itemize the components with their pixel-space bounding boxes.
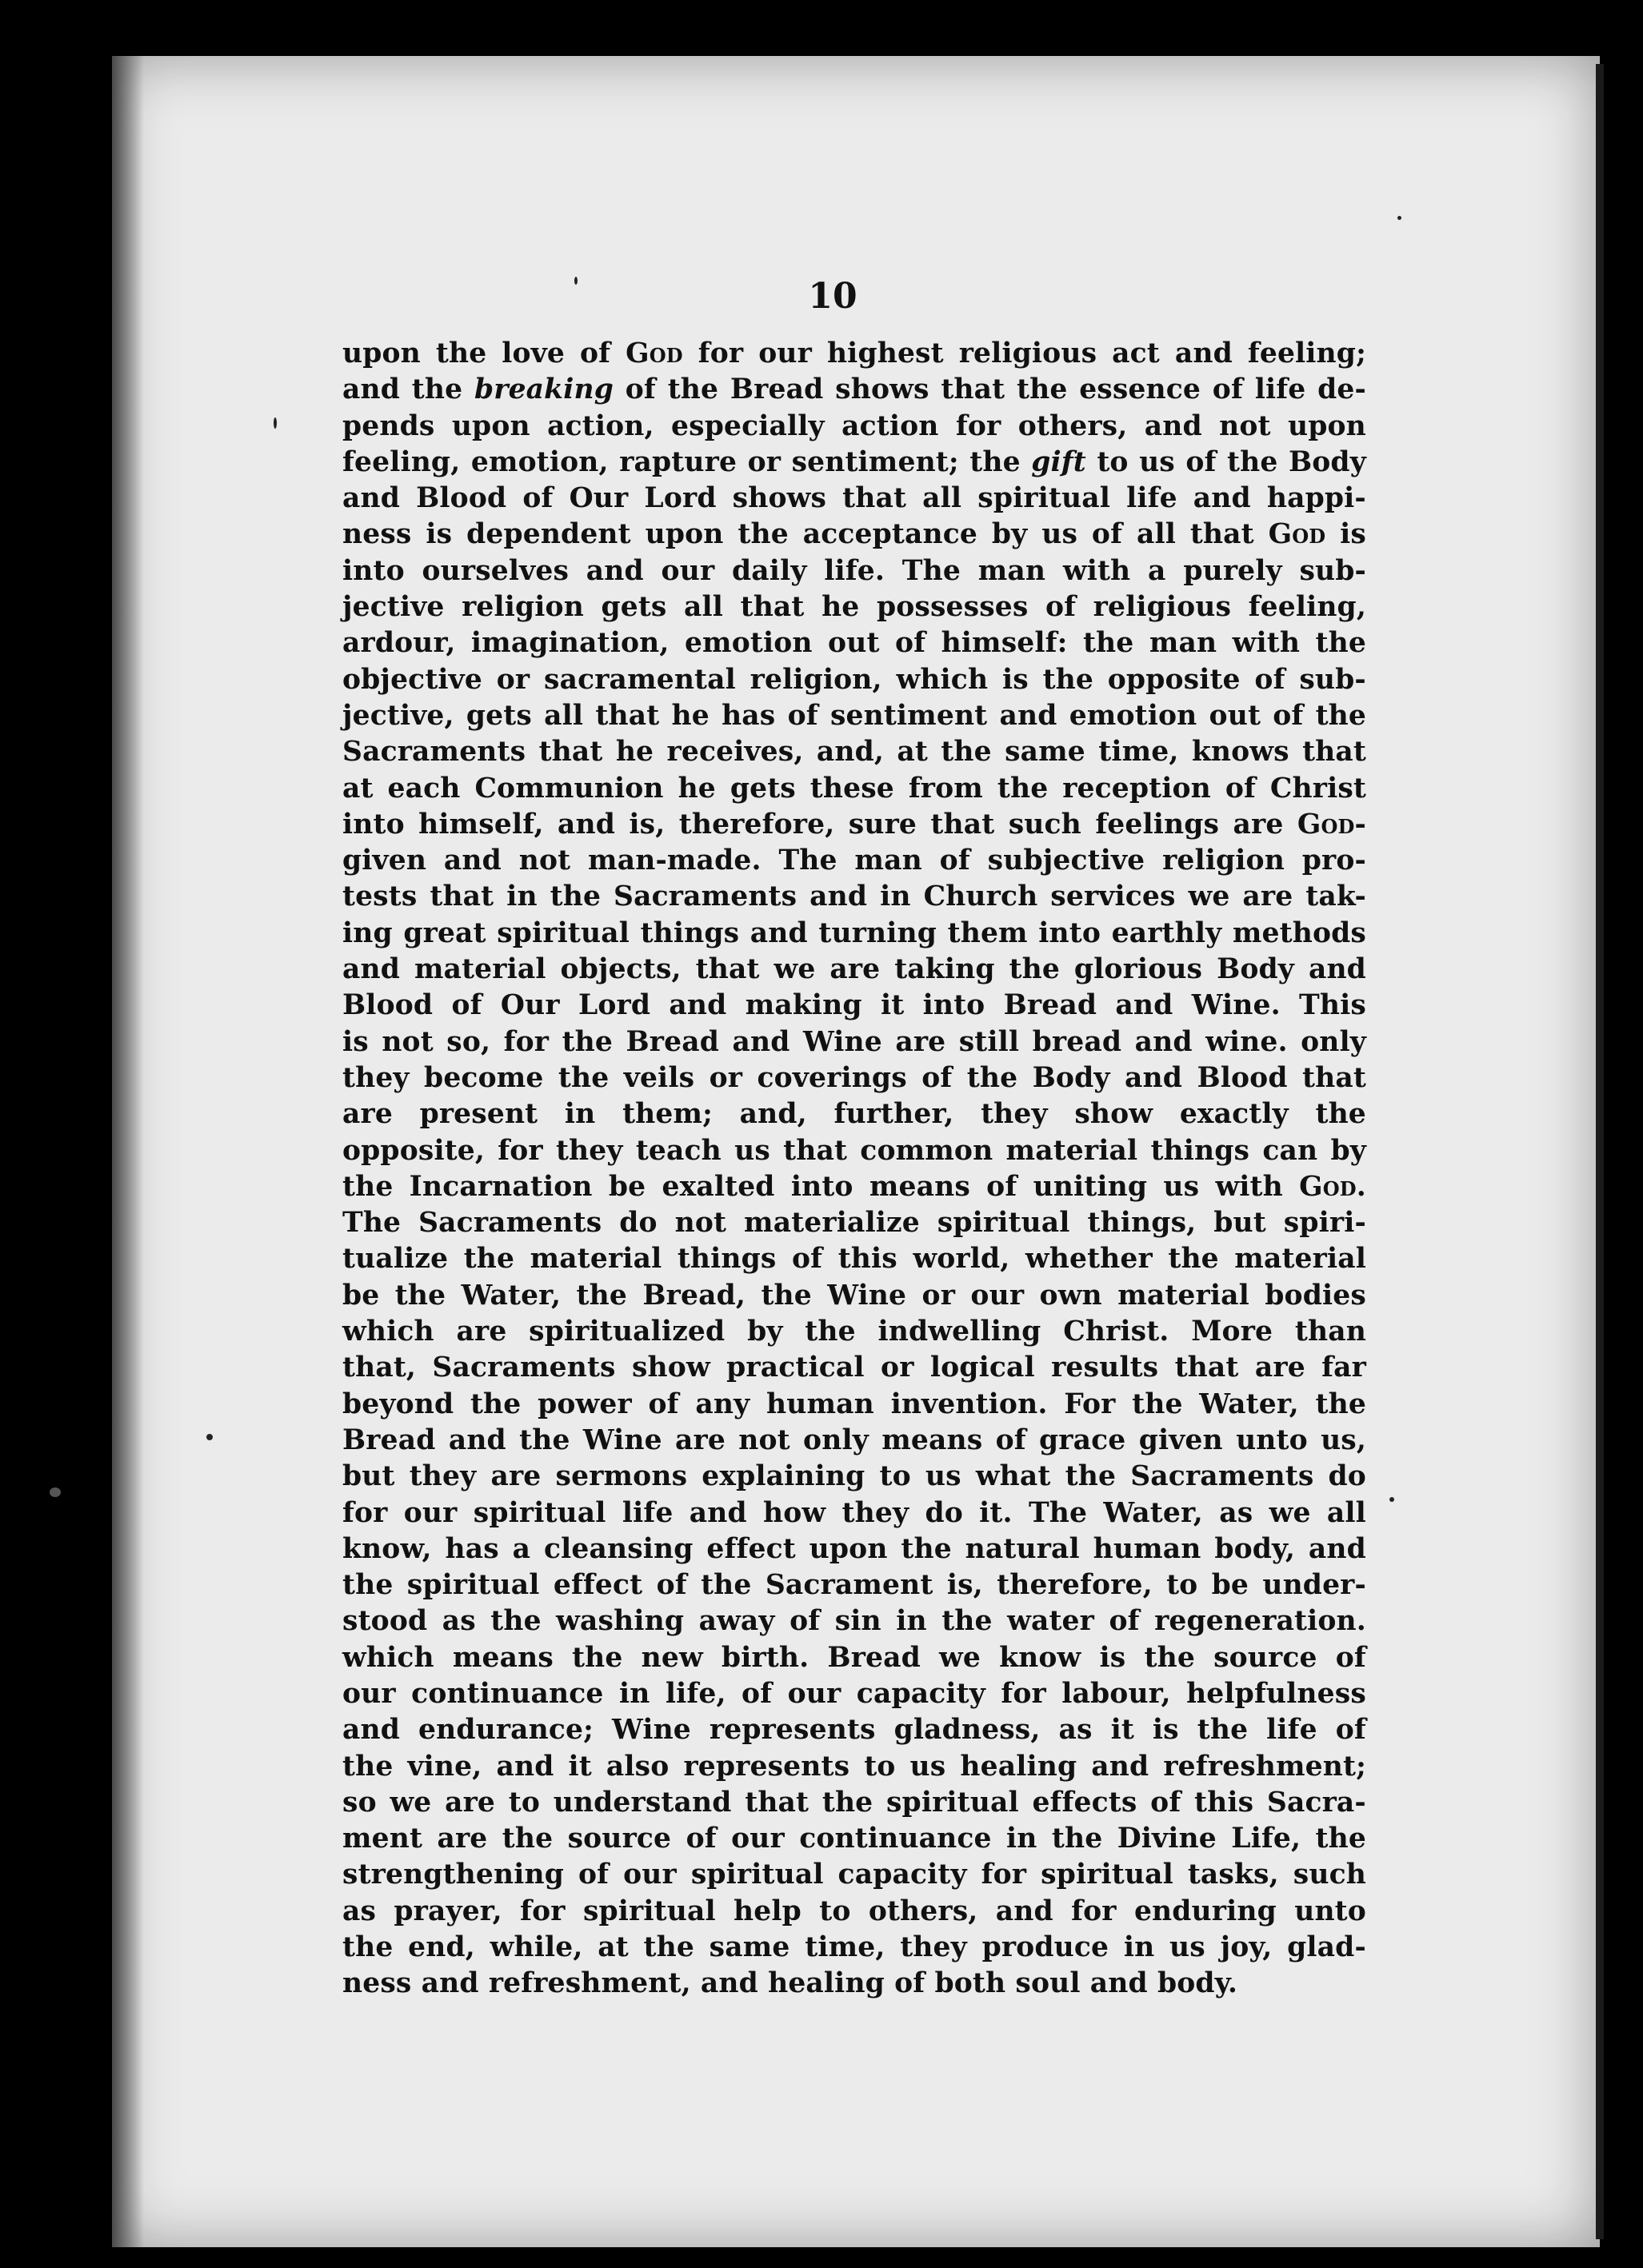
text-line: which means the new birth. Bread we know is the source of bbox=[342, 1641, 1366, 1674]
text-line: ness and refreshment, and healing of both soul and body. bbox=[342, 1967, 1238, 2000]
text-line: ness is dependent upon the acceptance by us of all that God is bbox=[342, 518, 1366, 551]
text-line: know, has a cleansing effect upon the natural human body, and bbox=[342, 1532, 1366, 1565]
text-line: feeling, emotion, rapture or sentiment; the gift to us of the Body bbox=[342, 445, 1366, 478]
text-line: beyond the power of any human invention. For the Water, the bbox=[342, 1388, 1366, 1420]
text-line: into himself, and is, therefore, sure that such feelings are God- bbox=[342, 808, 1366, 841]
text-line: and material objects, that we are taking the glorious Body and bbox=[342, 953, 1366, 986]
scan-speck bbox=[206, 1434, 213, 1440]
text-line: stood as the washing away of sin in the water of regeneration. bbox=[342, 1605, 1366, 1638]
text-line: for our spiritual life and how they do it. The Water, as we all bbox=[342, 1496, 1366, 1529]
text-line: is not so, for the Bread and Wine are still bread and wine. only bbox=[342, 1025, 1366, 1058]
scan-speck bbox=[1389, 1497, 1394, 1502]
text-line: the spiritual effect of the Sacrament is, therefore, to be under- bbox=[342, 1569, 1366, 1602]
text-line: into ourselves and our daily life. The man with a purely sub- bbox=[342, 554, 1367, 587]
text-line: ardour, imagination, emotion out of himself: the man with the bbox=[342, 627, 1366, 660]
text-line: objective or sacramental religion, which is the opposite of sub- bbox=[342, 663, 1366, 696]
page-gutter-shadow bbox=[112, 56, 144, 2247]
scan-speck bbox=[274, 417, 277, 429]
text-line: upon the love of God for our highest religious act and feeling; bbox=[342, 337, 1366, 369]
text-line: opposite, for they teach us that common material things can by bbox=[342, 1134, 1366, 1167]
text-line: and endurance; Wine represents gladness, as it is the life of bbox=[342, 1714, 1366, 1747]
text-line: are present in them; and, further, they show exactly the bbox=[342, 1098, 1366, 1131]
text-line: The Sacraments do not materialize spiritual things, but spiri- bbox=[342, 1207, 1366, 1240]
body-text bbox=[342, 336, 1366, 2002]
text-line: strengthening of our spiritual capacity for spiritual tasks, such bbox=[342, 1859, 1366, 1891]
text-line: but they are sermons explaining to us what the Sacraments do bbox=[342, 1460, 1366, 1493]
text-line: Sacraments that he receives, and, at the same time, knows that bbox=[342, 736, 1366, 769]
text-line: and the breaking of the Bread shows that the essence of life de- bbox=[342, 373, 1366, 406]
text-line: the vine, and it also represents to us healing and refreshment; bbox=[342, 1750, 1366, 1783]
text-line: pends upon action, especially action for others, and not upon bbox=[342, 409, 1366, 442]
text-line: Bread and the Wine are not only means of grace given unto us, bbox=[342, 1423, 1367, 1456]
text-line: given and not man-made. The man of subjective religion pro- bbox=[342, 845, 1367, 877]
text-line: so we are to understand that the spiritual effects of this Sacra- bbox=[342, 1786, 1366, 1819]
scan-speck bbox=[50, 1487, 61, 1497]
text-line: that, Sacraments show practical or logical results that are far bbox=[342, 1352, 1366, 1384]
text-line: at each Communion he gets these from the reception of Christ bbox=[342, 772, 1367, 805]
text-line: tualize the material things of this world, whether the material bbox=[342, 1243, 1366, 1276]
text-line: which are spiritualized by the indwelling Christ. More than bbox=[342, 1316, 1366, 1348]
page-number: 10 bbox=[808, 276, 857, 317]
text-line: our continuance in life, of our capacity for labour, helpfulness bbox=[342, 1677, 1366, 1710]
text-line: the Incarnation be exalted into means of uniting us with God. bbox=[342, 1170, 1366, 1203]
text-line: ing great spiritual things and turning them into earthly methods bbox=[342, 916, 1366, 949]
text-line: and Blood of Our Lord shows that all spiritual life and happi- bbox=[342, 482, 1366, 515]
text-line: they become the veils or coverings of the Body and Blood that bbox=[342, 1061, 1366, 1094]
text-line: as prayer, for spiritual help to others, and for enduring unto bbox=[342, 1895, 1366, 1927]
text-line: jective, gets all that he has of sentiment and emotion out of the bbox=[342, 699, 1367, 732]
text-line: tests that in the Sacraments and in Church services we are tak- bbox=[342, 880, 1367, 913]
scan-speck bbox=[1397, 216, 1401, 220]
text-line: Blood of Our Lord and making it into Bread and Wine. This bbox=[342, 989, 1366, 1022]
page-right-edge bbox=[1596, 64, 1604, 2239]
text-line: jective religion gets all that he possesses of religious feeling, bbox=[342, 591, 1366, 624]
text-line: ment are the source of our continuance in the Divine Life, the bbox=[342, 1823, 1366, 1855]
scan-speck bbox=[574, 277, 578, 285]
text-line: be the Water, the Bread, the Wine or our own material bodies bbox=[342, 1279, 1366, 1312]
text-line: the end, while, at the same time, they produce in us joy, glad- bbox=[342, 1931, 1366, 1964]
